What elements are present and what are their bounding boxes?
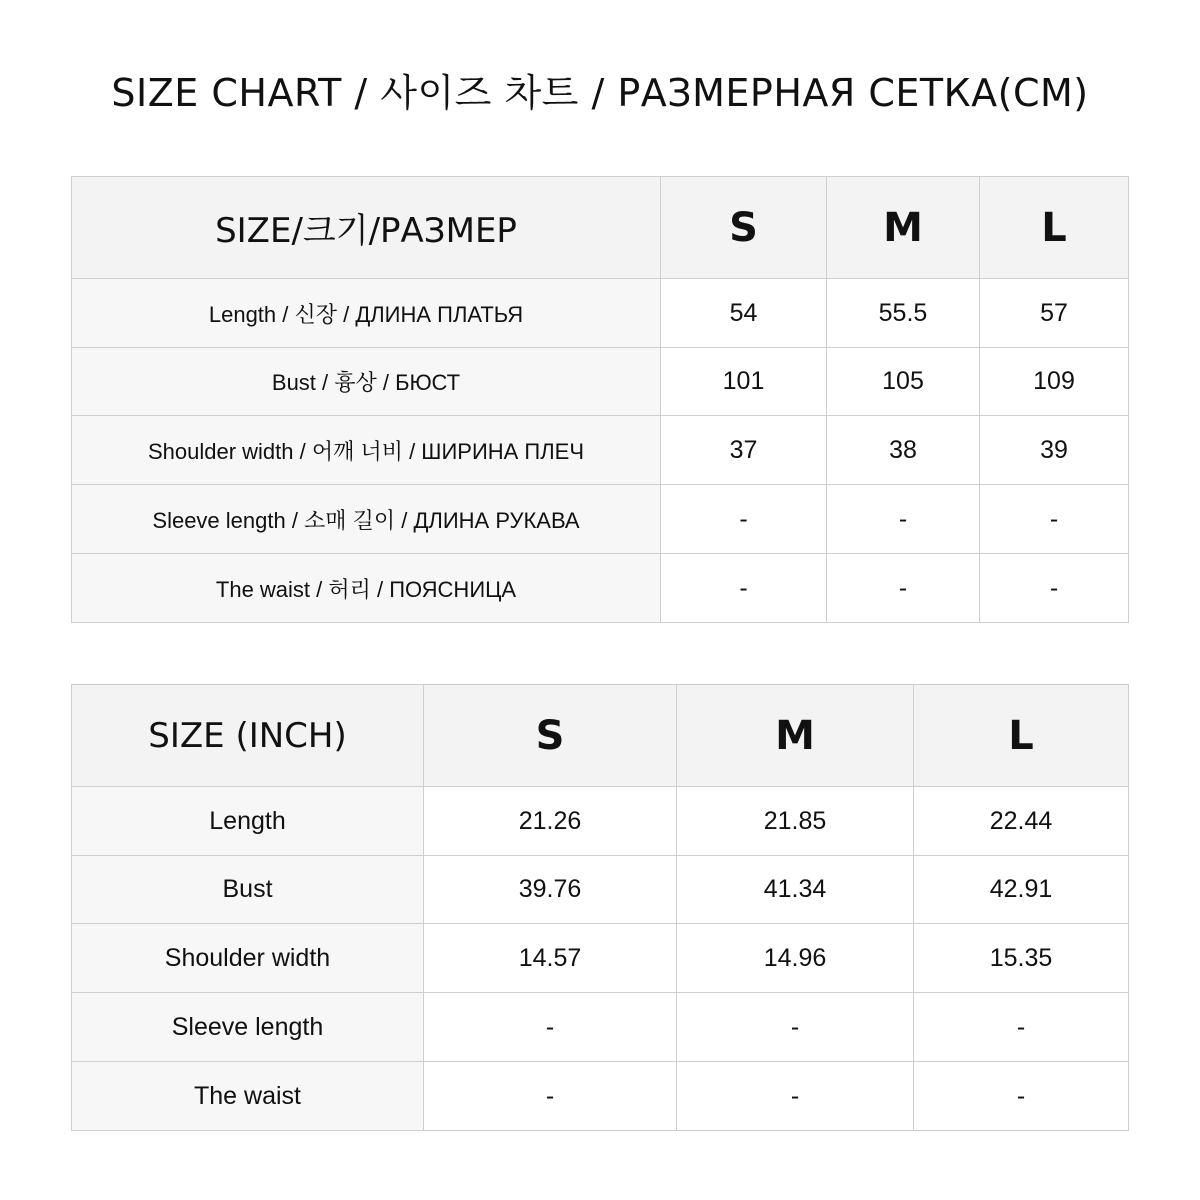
header-cell-l — [980, 177, 1129, 279]
cell-value: 109 — [1033, 367, 1075, 395]
header-cell-m — [827, 177, 980, 279]
cell-value: - — [1049, 504, 1059, 533]
cell-value: 57 — [1040, 298, 1068, 327]
header-cell-l — [914, 685, 1129, 787]
cell-value: - — [790, 1081, 800, 1110]
cell-value: 14.57 — [518, 943, 582, 972]
row-label: Bust / 흉상 / БЮСТ — [271, 370, 461, 395]
row-label: Sleeve length / 소매 길이 / ДЛИНА РУКАВА — [152, 507, 580, 533]
header-cell-m — [677, 685, 914, 787]
cell-value: - — [790, 1012, 800, 1041]
row-label: Shoulder width / 어깨 너비 / ШИРИНА ПЛЕЧ — [147, 438, 585, 464]
cell-value: 38 — [889, 435, 917, 464]
cell-value: 42.91 — [989, 875, 1053, 903]
cell-value: 39.76 — [518, 875, 582, 903]
cell-value: 101 — [722, 367, 765, 395]
header-cell-s — [661, 177, 827, 279]
size-l-label: L — [1008, 712, 1034, 759]
row-label: Length / 신장 / ДЛИНА ПЛАТЬЯ — [208, 301, 524, 327]
cell-value: 105 — [882, 367, 924, 395]
table-row — [72, 554, 1129, 623]
size-header-label: SIZE (INCH) — [148, 715, 347, 756]
table-row — [72, 993, 1129, 1062]
cell-value: - — [1049, 573, 1059, 602]
size-m-label: M — [775, 712, 815, 759]
table-row — [72, 1062, 1129, 1131]
row-label: The waist — [194, 1081, 301, 1110]
cell-value: 55.5 — [878, 298, 928, 327]
table-row — [72, 924, 1129, 993]
size-header-label: SIZE/크기/РАЗМЕР — [215, 211, 517, 251]
cell-value: 54 — [729, 298, 758, 327]
header-cell — [72, 685, 424, 787]
cell-value: 21.26 — [518, 806, 582, 835]
cell-value: - — [1016, 1081, 1026, 1110]
table-header-row — [72, 177, 1129, 279]
cell-value: - — [545, 1012, 555, 1041]
cell-value: 15.35 — [989, 943, 1053, 972]
cell-value: - — [739, 573, 748, 602]
row-label: The waist / 허리 / ПОЯСНИЦА — [215, 576, 517, 602]
table-header-row — [72, 685, 1129, 787]
header-cell-s — [424, 685, 677, 787]
page-title: SIZE CHART / 사이즈 차트 / РАЗМЕРНАЯ СЕТКА(CM) — [111, 71, 1089, 115]
table-row — [72, 416, 1129, 485]
cell-value: - — [1016, 1012, 1026, 1041]
header-cell — [72, 177, 661, 279]
cell-value: - — [898, 504, 908, 533]
cell-value: 22.44 — [989, 806, 1053, 835]
size-m-label: M — [883, 204, 923, 251]
row-label: Length — [209, 806, 286, 835]
cell-value: 21.85 — [763, 806, 827, 835]
row-label: Bust — [222, 875, 273, 903]
size-table-cm — [71, 176, 1129, 623]
cell-value: 14.96 — [763, 943, 827, 972]
cell-value: 39 — [1040, 435, 1068, 464]
row-label: Sleeve length — [171, 1012, 324, 1041]
table-row — [72, 279, 1129, 348]
table-row — [72, 787, 1129, 856]
table-row — [72, 856, 1129, 924]
cell-value: - — [545, 1081, 555, 1110]
cell-value: 37 — [729, 435, 758, 464]
size-l-label: L — [1041, 204, 1067, 251]
size-s-label: S — [729, 204, 758, 251]
table-row — [72, 485, 1129, 554]
cell-value: - — [739, 504, 748, 533]
row-label: Shoulder width — [164, 943, 331, 972]
size-s-label: S — [535, 712, 565, 759]
size-table-inch — [71, 684, 1129, 1131]
cell-value: - — [898, 573, 908, 602]
table-row — [72, 348, 1129, 416]
cell-value: 41.34 — [763, 875, 827, 903]
